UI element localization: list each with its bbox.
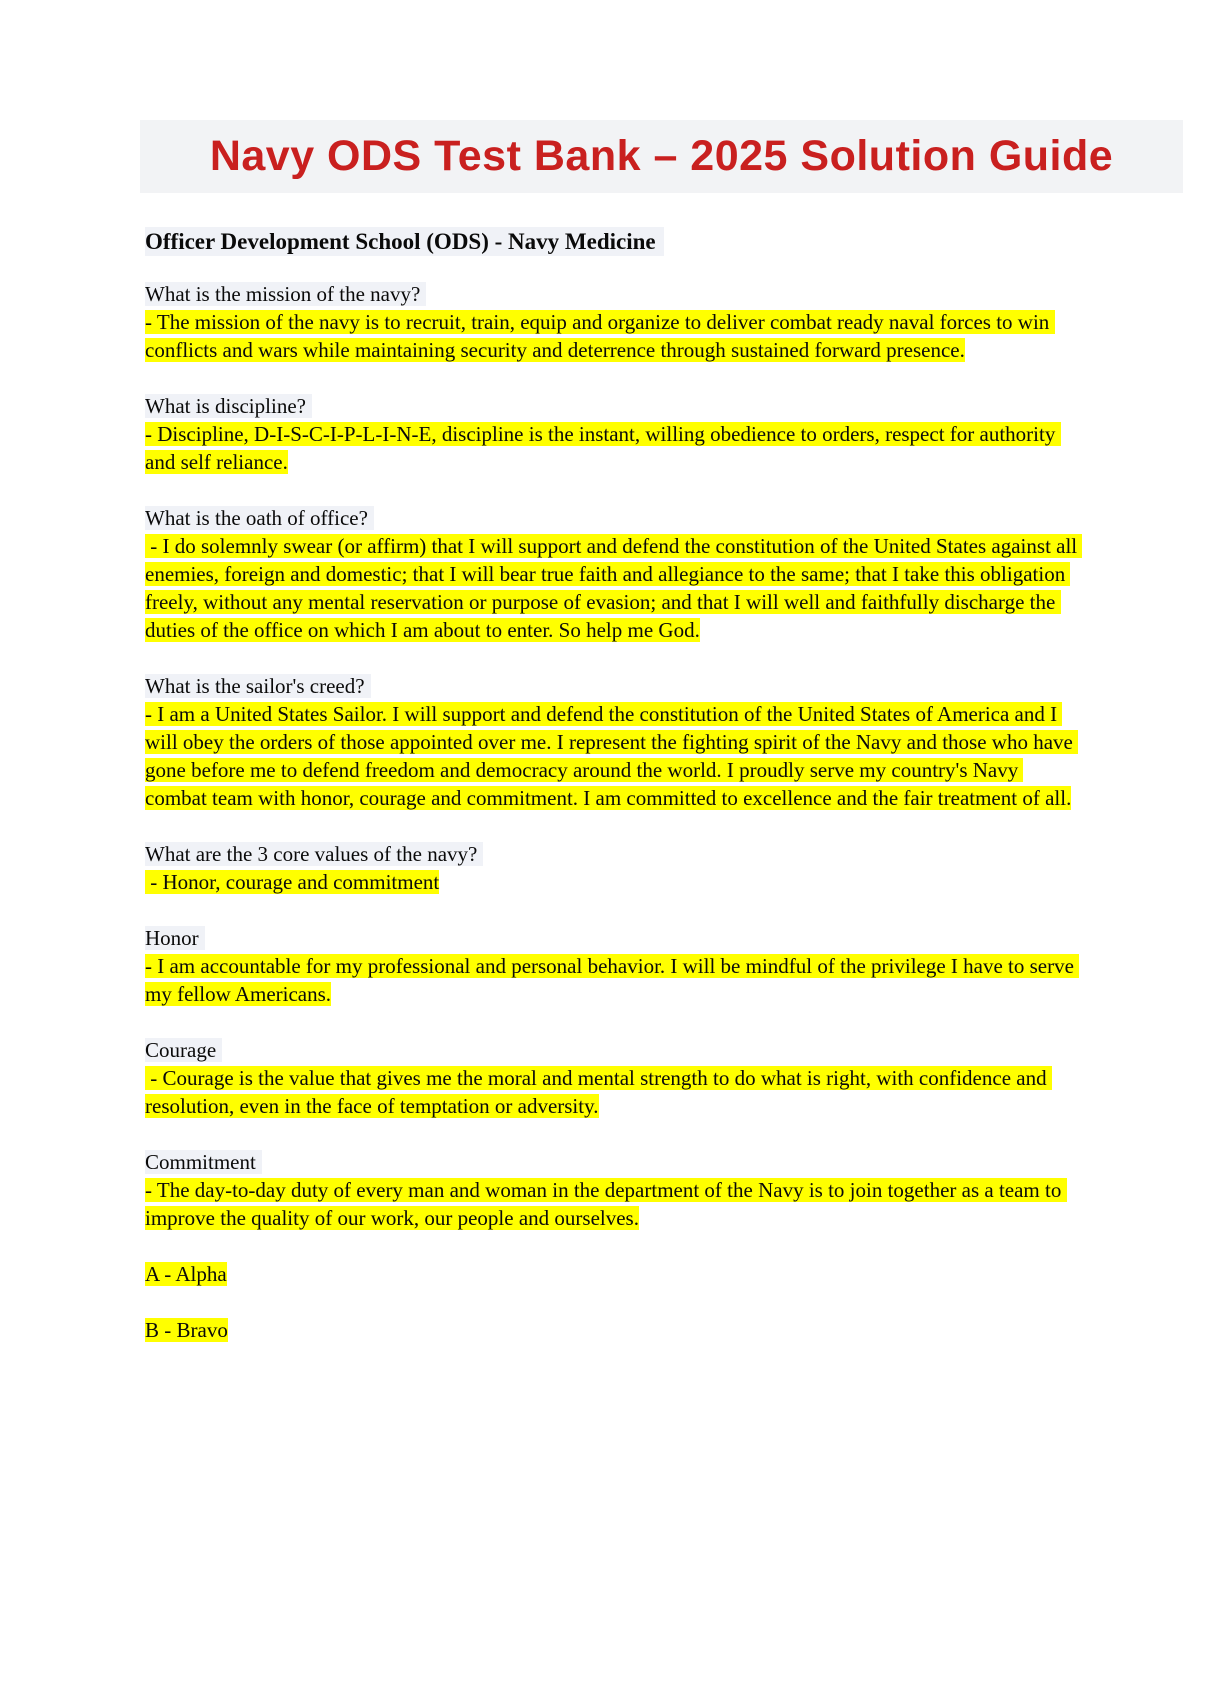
question-text: What are the 3 core values of the navy? xyxy=(145,842,483,866)
question-text: What is the sailor's creed? xyxy=(145,674,371,698)
question-text: Commitment xyxy=(145,1150,262,1174)
question-text: What is the mission of the navy? xyxy=(145,282,426,306)
qa-block-honor xyxy=(145,924,1085,1008)
standalone-answer-bravo xyxy=(145,1316,1085,1344)
qa-block-mission xyxy=(145,280,1085,364)
document-subtitle xyxy=(145,227,1085,257)
document-subtitle-text: Officer Development School (ODS) - Navy Medicine xyxy=(145,227,664,256)
qa-block-courage xyxy=(145,1036,1085,1120)
question-text: What is discipline? xyxy=(145,394,312,418)
answer-text: - I am accountable for my professional and personal behavior. I will be mindful of the privilege I have to serve my fellow Americans. xyxy=(145,954,1080,1006)
question-text: What is the oath of office? xyxy=(145,506,374,530)
qa-block-commitment xyxy=(145,1148,1085,1232)
answer-text: - The mission of the navy is to recruit, train, equip and organize to deliver combat ready naval forces to win conflicts and wars while maintaining security and deterrence through sustained forward presence. xyxy=(145,310,1055,362)
answer-text: - I do solemnly swear (or affirm) that I will support and defend the constitution of the United States against all enemies, foreign and domestic; that I will bear true faith and allegiance to the same; that I take this obligation freely, without any mental reservation or purpose of evasion; and that I will well and faithfully discharge the duties of the office on which I am about to enter. So help me God. xyxy=(145,534,1083,642)
page-title: Navy ODS Test Bank – 2025 Solution Guide xyxy=(209,132,1114,180)
answer-text: - Honor, courage and commitment xyxy=(145,870,440,894)
answer-text: - I am a United States Sailor. I will support and defend the constitution of the United States of America and I will obey the orders of those appointed over me. I represent the fighting spirit of the Navy and those who have gone before me to defend freedom and democracy around the world. I proudly serve my country's Navy combat team with honor, courage and commitment. I am committed to excellence and the fair treatment of all. xyxy=(145,702,1079,810)
question-text: Courage xyxy=(145,1038,222,1062)
answer-text: - The day-to-day duty of every man and woman in the department of the Navy is to join together as a team to improve the quality of our work, our people and ourselves. xyxy=(145,1178,1067,1230)
answer-text: - Courage is the value that gives me the moral and mental strength to do what is right, with confidence and resolution, even in the face of temptation or adversity. xyxy=(145,1066,1052,1118)
answer-text: B - Bravo xyxy=(145,1318,228,1342)
question-text: Honor xyxy=(145,926,205,950)
document-body xyxy=(145,227,1085,1344)
qa-block-oath-of-office xyxy=(145,504,1085,644)
qa-block-sailors-creed xyxy=(145,672,1085,812)
qa-block-discipline xyxy=(145,392,1085,476)
answer-text: - Discipline, D-I-S-C-I-P-L-I-N-E, discipline is the instant, willing obedience to orders, respect for authority and self reliance. xyxy=(145,422,1061,474)
qa-block-core-values xyxy=(145,840,1085,896)
title-banner xyxy=(140,120,1183,193)
standalone-answer-alpha xyxy=(145,1260,1085,1288)
answer-text: A - Alpha xyxy=(145,1262,227,1286)
